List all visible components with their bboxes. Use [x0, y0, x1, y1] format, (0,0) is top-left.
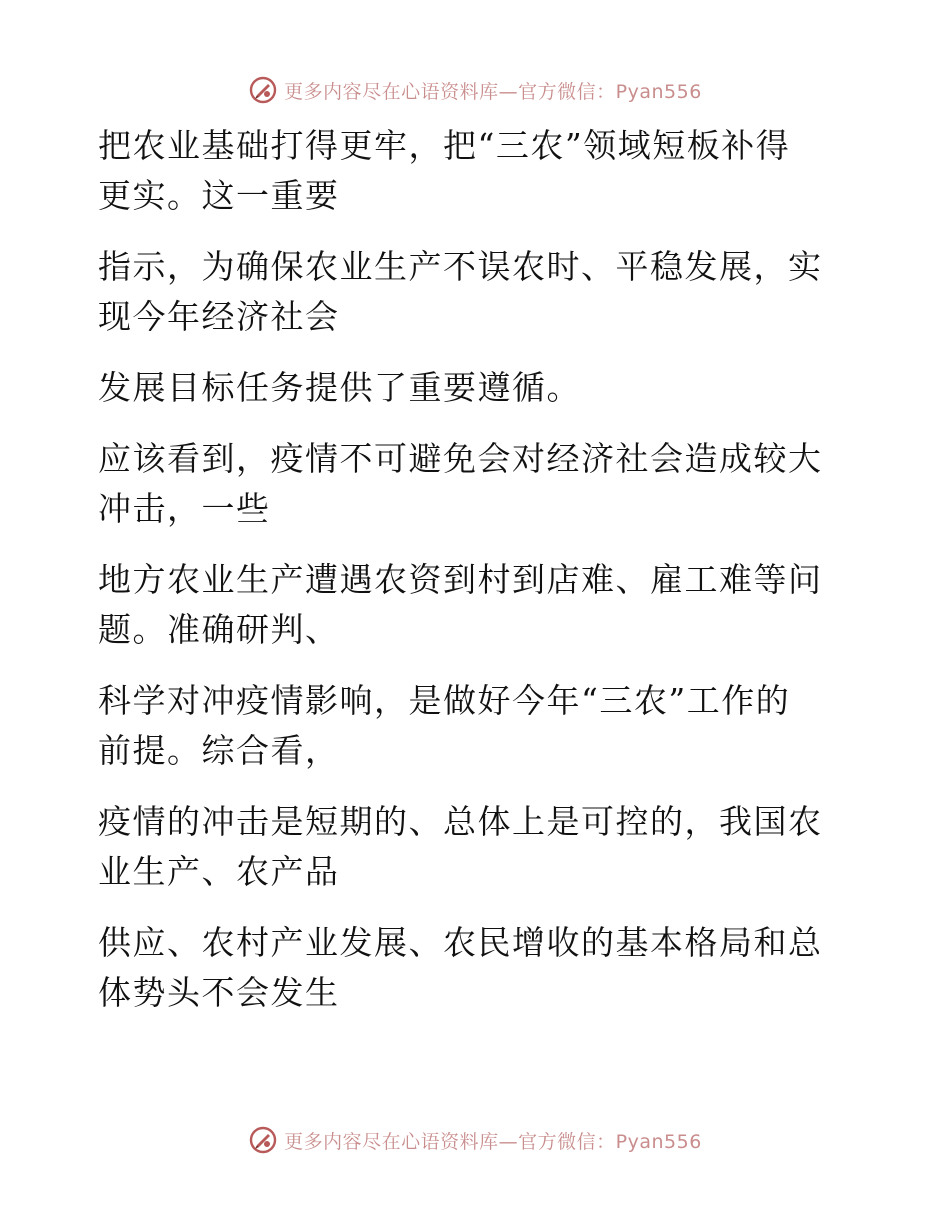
paragraph [98, 363, 838, 413]
footer-watermark-text: 更多内容尽在心语资料库—官方微信：Pyan556 [284, 1130, 702, 1153]
text-line: 疫情的冲击是短期的、总体上是可控的，我国农 [98, 802, 823, 841]
paragraph [98, 121, 838, 221]
paragraph [98, 434, 838, 534]
paragraph [98, 242, 838, 342]
text-line: 题。准确研判、 [98, 610, 340, 649]
paragraph [98, 555, 838, 655]
text-line: 发展目标任务提供了重要遵循。 [98, 368, 581, 407]
text-line: 把农业基础打得更牢，把“三农”领域短板补得 [98, 126, 791, 165]
document-body [98, 121, 838, 1039]
text-line: 指示，为确保农业生产不误农时、平稳发展，实 [98, 247, 823, 286]
text-line: 体势头不会发生 [98, 973, 340, 1012]
text-line: 现今年经济社会 [98, 297, 340, 336]
paragraph [98, 918, 838, 1018]
text-line: 冲击，一些 [98, 489, 271, 528]
footer-watermark-banner [0, 1120, 950, 1160]
paragraph [98, 676, 838, 776]
text-line: 业生产、农产品 [98, 852, 340, 891]
header-watermark-banner [0, 70, 950, 110]
text-line: 更实。这一重要 [98, 176, 340, 215]
text-line: 供应、农村产业发展、农民增收的基本格局和总 [98, 923, 823, 962]
text-line: 科学对冲疫情影响，是做好今年“三农”工作的 [98, 681, 791, 720]
rose-pen-logo-icon [248, 1125, 278, 1155]
rose-pen-logo-icon [248, 75, 278, 105]
text-line: 应该看到，疫情不可避免会对经济社会造成较大 [98, 439, 823, 478]
paragraph [98, 797, 838, 897]
text-line: 地方农业生产遭遇农资到村到店难、雇工难等问 [98, 560, 823, 599]
header-watermark-text: 更多内容尽在心语资料库—官方微信：Pyan556 [284, 80, 702, 103]
text-line: 前提。综合看， [98, 731, 340, 770]
